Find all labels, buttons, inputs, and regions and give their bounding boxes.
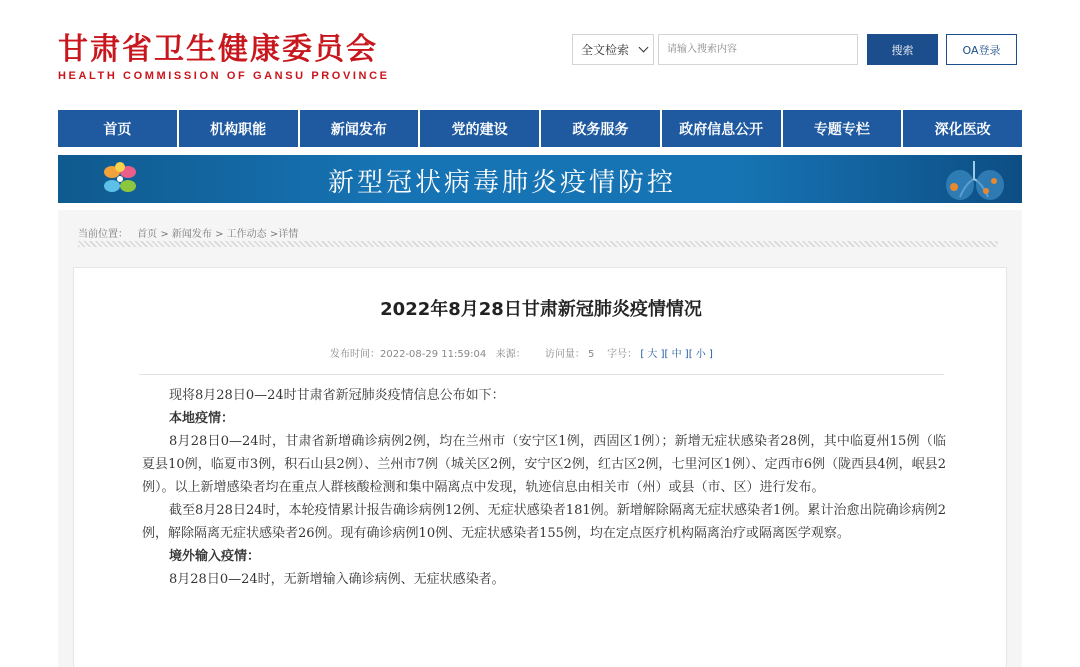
- breadcrumb-prefix: 当前位置：: [78, 229, 128, 240]
- oa-login-button[interactable]: OA登录: [946, 34, 1017, 65]
- breadcrumb-path[interactable]: 首页 > 新闻发布 > 工作动态 >详情: [137, 229, 299, 240]
- paragraph-import-1: 8月28日0—24时，无新增输入确诊病例、无症状感染者。: [169, 572, 505, 587]
- epidemic-banner[interactable]: [58, 155, 1022, 203]
- lungs-virus-icon: [936, 157, 1016, 201]
- article-meta: 发布时间：2022-08-29 11:59:04 来源： 访问量： 5 字号： [ 大 ][ 中 ][ 小 ]: [330, 349, 713, 360]
- font-size-small[interactable]: 小: [695, 349, 706, 360]
- search-type-value: 全文检索: [581, 43, 630, 57]
- paragraph-local-1: 8月28日0—24时，甘肃省新增确诊病例2例，均在兰州市（安宁区1例，西固区1例）；新增无症状感染者28例，其中临夏州15例（临夏县10例，临夏市3例，积石山县2例）、兰州市7例（城关区2例，安宁区2例，红古区2例，七里河区1例）、定西市6例（陇西县4例，岷县2例）。以上新增感染者均在重点人群核酸检测和集中隔离点中发现，轨迹信息由相关市（州）或县（市、区）进行发布。: [142, 434, 946, 495]
- paragraph-intro: 现将8月28日0—24时甘肃省新冠肺炎疫情信息公布如下：: [169, 388, 505, 403]
- article-body: [142, 384, 946, 591]
- nav-item-party[interactable]: 党的建设: [420, 110, 541, 147]
- meta-time: 2022-08-29 11:59:04: [380, 349, 487, 360]
- hatch-divider: [78, 241, 998, 247]
- article-panel: [73, 267, 1007, 667]
- article-title: 2022年8月28日甘肃新冠肺炎疫情情况: [380, 299, 702, 320]
- nav-item-info-disclosure[interactable]: 政府信息公开: [662, 110, 783, 147]
- logo-english-title: HEALTH COMMISSION OF GANSU PROVINCE: [58, 70, 390, 82]
- nav-item-services[interactable]: 政务服务: [541, 110, 662, 147]
- meta-source-label: 来源：: [495, 349, 526, 360]
- flower-emblem-icon: [90, 159, 150, 199]
- chevron-down-icon: [639, 43, 649, 53]
- meta-font-label: 字号：: [607, 349, 638, 360]
- font-size-large[interactable]: 大: [647, 349, 658, 360]
- heading-local: 本地疫情：: [169, 411, 235, 426]
- meta-views-label: 访问量：: [544, 349, 585, 360]
- search-input[interactable]: [658, 34, 858, 65]
- meta-divider: [139, 374, 944, 375]
- heading-import: 境外输入疫情：: [169, 549, 261, 564]
- breadcrumb: [78, 225, 304, 240]
- nav-item-reform[interactable]: 深化医改: [934, 121, 991, 138]
- nav-item-special-topics[interactable]: 专题专栏: [783, 110, 904, 147]
- main-nav: [58, 110, 1022, 147]
- meta-time-label: 发布时间：: [330, 349, 380, 360]
- meta-views: 5: [588, 349, 595, 360]
- search-button[interactable]: 搜索: [867, 34, 938, 65]
- paragraph-local-2: 截至8月28日24时，本轮疫情累计报告确诊病例12例、无症状感染者181例。新增解除隔离无症状感染者1例。累计治愈出院确诊病例2例，解除隔离无症状感染者26例。现有确诊病例10例、无症状感染者155例，均在定点医疗机构隔离治疗或隔离医学观察。: [142, 503, 946, 541]
- logo-chinese-title: 甘肃省卫生健康委员会: [58, 32, 378, 67]
- font-size-medium[interactable]: 中: [671, 349, 682, 360]
- search-type-select[interactable]: [572, 34, 654, 65]
- nav-item-organization[interactable]: 机构职能: [179, 110, 300, 147]
- site-logo[interactable]: [58, 24, 390, 82]
- nav-item-news[interactable]: 新闻发布: [300, 110, 421, 147]
- nav-item-home[interactable]: 首页: [58, 110, 179, 147]
- banner-title: 新型冠状病毒肺炎疫情防控: [328, 168, 677, 198]
